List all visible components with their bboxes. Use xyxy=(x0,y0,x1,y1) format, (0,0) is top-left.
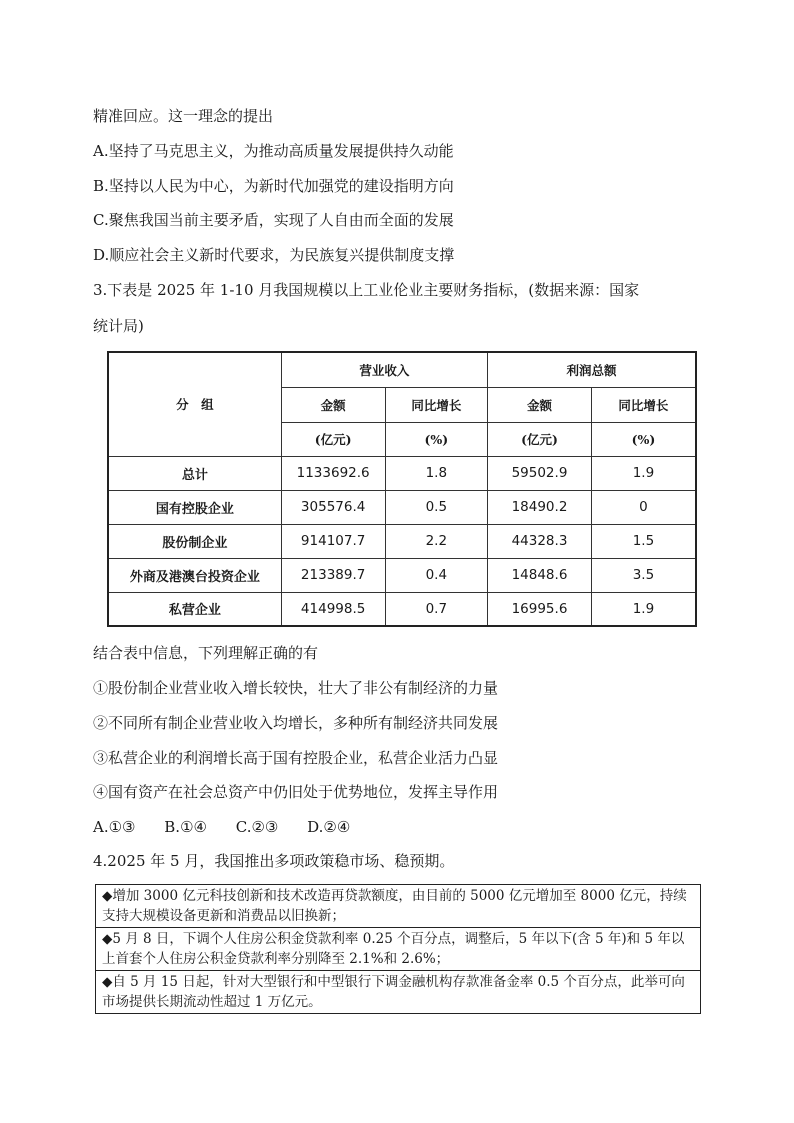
choice-c: C.②③ xyxy=(235,818,279,836)
option-d: D.顺应社会主义新时代要求，为民族复兴提供制度支撑 xyxy=(93,246,455,264)
table-row xyxy=(108,490,696,524)
row-profit-yoy: 1.9 xyxy=(591,592,696,626)
table-row xyxy=(108,558,696,592)
statement-4: ④国有资产在社会总资产中仍旧处于优势地位，发挥主导作用 xyxy=(93,783,499,801)
group-header: 分 组 xyxy=(108,352,281,456)
row-name: 私营企业 xyxy=(108,592,281,626)
question-prompt: 结合表中信息，下列理解正确的有 xyxy=(93,644,319,662)
question-3-stem-cont: 统计局) xyxy=(93,317,144,335)
row-revenue-yoy: 1.8 xyxy=(385,456,488,490)
row-name: 外商及港澳台投资企业 xyxy=(108,558,281,592)
policy-item: ◆5 月 8 日，下调个人住房公积金贷款利率 0.25 个百分点，调整后，5 年以下(含 5 年)和 5 年以上首套个人住房公积金贷款利率分别降至 2.1%和 2.6%； xyxy=(96,928,700,971)
row-revenue-yoy: 0.4 xyxy=(385,558,488,592)
row-profit: 59502.9 xyxy=(488,456,592,490)
row-profit-yoy: 3.5 xyxy=(591,558,696,592)
row-revenue-yoy: 0.5 xyxy=(385,490,488,524)
profit-yoy-unit: (%) xyxy=(591,422,696,456)
row-profit-yoy: 0 xyxy=(591,490,696,524)
profit-amount-unit: (亿元) xyxy=(488,422,592,456)
revenue-yoy-header: 同比增长 xyxy=(385,387,488,422)
profit-header: 利润总额 xyxy=(488,352,696,387)
revenue-header: 营业收入 xyxy=(281,352,487,387)
option-c: C.聚焦我国当前主要矛盾，实现了人自由而全面的发展 xyxy=(93,211,454,229)
passage-line: 精准回应。这一理念的提出 xyxy=(93,107,274,125)
financial-indicators-table xyxy=(107,351,697,627)
row-name: 国有控股企业 xyxy=(108,490,281,524)
row-profit: 18490.2 xyxy=(488,490,592,524)
revenue-yoy-unit: (%) xyxy=(385,422,488,456)
table-row xyxy=(108,456,696,490)
row-revenue-yoy: 2.2 xyxy=(385,524,488,558)
table-row xyxy=(108,592,696,626)
row-revenue-yoy: 0.7 xyxy=(385,592,488,626)
row-name: 股份制企业 xyxy=(108,524,281,558)
row-revenue: 1133692.6 xyxy=(281,456,385,490)
policy-item: ◆增加 3000 亿元科技创新和技术改造再贷款额度，由目前的 5000 亿元增加至 8000 亿元，持续支持大规模设备更新和消费品以旧换新； xyxy=(96,885,700,928)
option-b: B.坚持以人民为中心，为新时代加强党的建设指明方向 xyxy=(93,177,454,195)
choice-b: B.①④ xyxy=(164,818,207,836)
row-revenue: 414998.5 xyxy=(281,592,385,626)
revenue-amount-header: 金额 xyxy=(281,387,385,422)
policy-item: ◆自 5 月 15 日起，针对大型银行和中型银行下调金融机构存款准备金率 0.5 个百分点，此举可向市场提供长期流动性超过 1 万亿元。 xyxy=(102,974,685,1010)
question-4-stem: 4.2025 年 5 月，我国推出多项政策稳市场、稳预期。 xyxy=(93,852,455,870)
option-a: A.坚持了马克思主义，为推动高质量发展提供持久动能 xyxy=(93,142,454,160)
choice-d: D.②④ xyxy=(307,818,351,836)
statement-2: ②不同所有制企业营业收入均增长，多种所有制经济共同发展 xyxy=(93,714,499,732)
statement-3: ③私营企业的利润增长高于国有控股企业，私营企业活力凸显 xyxy=(93,749,499,767)
policy-box xyxy=(95,884,701,1014)
revenue-amount-unit: (亿元) xyxy=(281,422,385,456)
profit-yoy-header: 同比增长 xyxy=(591,387,696,422)
choice-a: A.①③ xyxy=(93,818,136,836)
row-name: 总计 xyxy=(108,456,281,490)
row-revenue: 914107.7 xyxy=(281,524,385,558)
row-revenue: 213389.7 xyxy=(281,558,385,592)
row-profit: 44328.3 xyxy=(488,524,592,558)
table-row xyxy=(108,524,696,558)
statement-1: ①股份制企业营业收入增长较快，壮大了非公有制经济的力量 xyxy=(93,679,499,697)
row-profit: 16995.6 xyxy=(488,592,592,626)
row-profit-yoy: 1.9 xyxy=(591,456,696,490)
question-3-stem: 3.下表是 2025 年 1-10 月我国规模以上工业伦业主要财务指标，(数据来源：国家 xyxy=(93,281,640,299)
row-revenue: 305576.4 xyxy=(281,490,385,524)
row-profit-yoy: 1.5 xyxy=(591,524,696,558)
answer-choices xyxy=(93,817,374,837)
profit-amount-header: 金额 xyxy=(488,387,592,422)
row-profit: 14848.6 xyxy=(488,558,592,592)
